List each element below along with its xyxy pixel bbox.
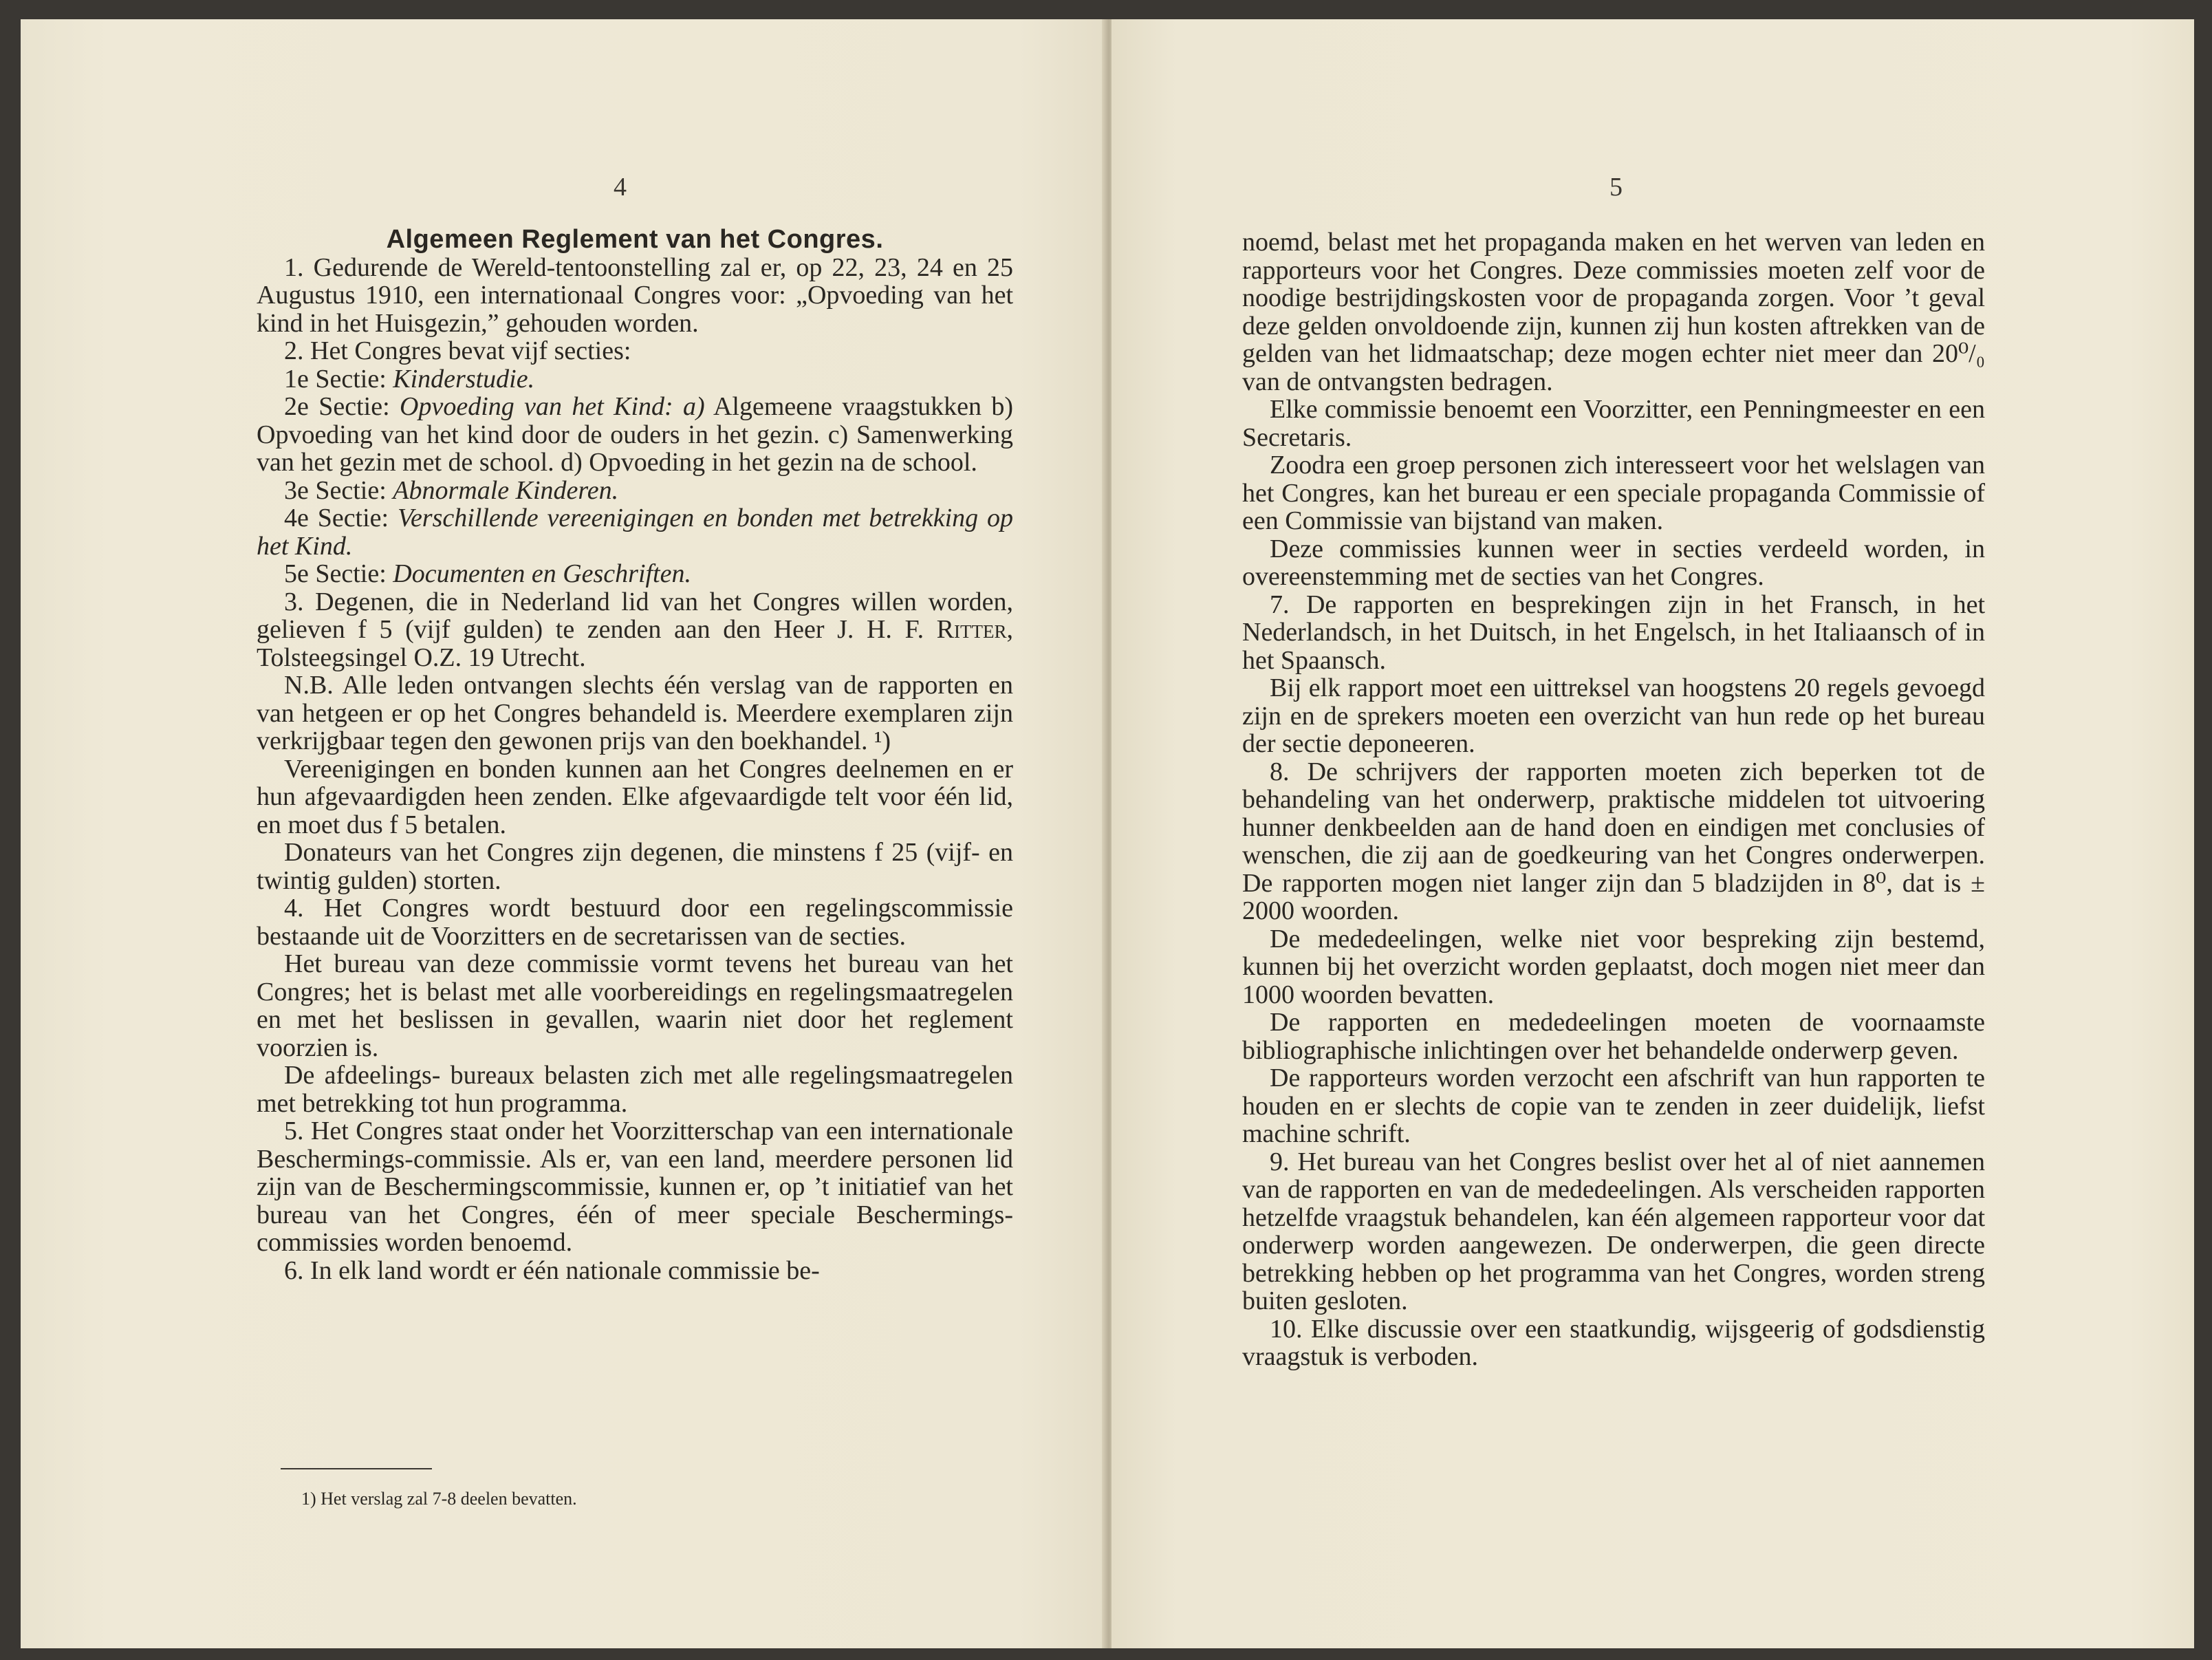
paragraph: 2. Het Congres bevat vijf secties:: [284, 336, 631, 365]
paragraph: 9. Het bureau van het Congres beslist over het al of niet aannemen van de rapporten en van de mededeelingen. Als verscheiden rapporten hetzelfde vraagstuk behandelen, kan één algemeen rapporteur voor dat onderwerp worden aangewezen. De onderwerpen, die geen directe betrekking hebben op het programma van het Congres, worden streng buiten gesloten.: [1242, 1147, 1985, 1315]
section-item: 1e Sectie: Kinderstudie.: [284, 364, 535, 394]
page-number-right: 5: [1609, 173, 1623, 202]
page-title: Algemeen Reglement van het Congres.: [386, 225, 884, 254]
footnote-rule: [281, 1468, 432, 1469]
paragraph: 10. Elke discussie over een staatkundig, wijsgeerig of godsdienstig vraagstuk is verboden.: [1242, 1314, 1985, 1371]
paragraph: Donateurs van het Congres zijn degenen, die minstens f 25 (vijf- en twintig gulden) storten.: [257, 838, 1013, 895]
paragraph: 5. Het Congres staat onder het Voorzitterschap van een internationale Beschermings-commissie. Als er, van een land, meerdere personen lid zijn van de Beschermingscommissie, kunnen er, op ’t initiatief van het bureau van het Congres, één of meer speciale Beschermings-commissies worden benoemd.: [257, 1117, 1013, 1257]
paragraph: Vereenigingen en bonden kunnen aan het Congres deelnemen en er hun afgevaardigden heen zenden. Elke afgevaardigde telt voor één lid, en moet dus f 5 betalen.: [257, 754, 1013, 839]
paragraph: De rapporten en mededeelingen moeten de voornaamste bibliographische inlichtingen over het behandelde onderwerp geven.: [1242, 1008, 1985, 1065]
section-item: 5e Sectie: Documenten en Geschriften.: [284, 559, 691, 588]
page-number-left: 4: [614, 173, 627, 202]
paragraph: De mededeelingen, welke niet voor bespreking zijn bestemd, kunnen bij het overzicht worden geplaatst, doch mogen niet meer dan 1000 woorden bevatten.: [1242, 924, 1985, 1009]
left-page-body: [257, 226, 1013, 1284]
paragraph: 7. De rapporten en besprekingen zijn in het Fransch, in het Nederlandsch, in het Duitsch, in het Engelsch, in het Italiaansch of in het Spaansch.: [1242, 590, 1985, 675]
paragraph: noemd, belast met het propaganda maken en het werven van leden en rapporteurs voor het Congres. Deze commissies moeten zelf voor de noodige bestrijdingskosten voor de propaganda zorgen. Voor ’t geval deze gelden onvoldoende zijn, kunnen zij hun kosten aftrekken van de gelden van het lidmaatschap; deze mogen echter niet meer dan 20⁰/₀ van de ontvangsten bedragen.: [1242, 228, 1985, 396]
paragraph: 3. Degenen, die in Nederland lid van het Congres willen worden, gelieven f 5 (vijf gulden) te zenden aan den Heer J. H. F. Ritter, Tolsteegsingel O.Z. 19 Utrecht.: [257, 587, 1013, 672]
paragraph: N.B. Alle leden ontvangen slechts één verslag van de rapporten en van hetgeen er op het Congres behandeld is. Meerdere exemplaren zijn verkrijgbaar tegen den gewonen prijs van den boekhandel. ¹): [257, 671, 1013, 755]
paragraph: 8. De schrijvers der rapporten moeten zich beperken tot de behandeling van het onderwerp, praktische middelen tot uitvoering hunner denkbeelden aan de hand doen en eindigen met conclusies of wenschen, die zij aan de goedkeuring van het Congres onderwerpen. De rapporten mogen niet langer zijn dan 5 bladzijden in 8⁰, dat is ± 2000 woorden.: [1242, 757, 1985, 925]
book-spread: [21, 19, 2194, 1648]
right-page-body: [1242, 228, 1985, 1371]
paragraph: Elke commissie benoemt een Voorzitter, een Penningmeester en een Secretaris.: [1242, 395, 1985, 452]
left-page: [21, 19, 1106, 1648]
section-item: 3e Sectie: Abnormale Kinderen.: [284, 475, 619, 505]
section-item: 4e Sectie: Verschillende vereenigingen en bonden met betrekking op het Kind.: [257, 504, 1013, 561]
footnote: 1) Het verslag zal 7-8 deelen bevatten.: [301, 1489, 577, 1509]
paragraph: Het bureau van deze commissie vormt tevens het bureau van het Congres; het is belast met alle voorbereidings en regelingsmaatregelen en met het beslissen in gevallen, waarin niet door het reglement voorzien is.: [257, 949, 1013, 1062]
paragraph: 4. Het Congres wordt bestuurd door een regelingscommissie bestaande uit de Voorzitters en de secretarissen van de secties.: [257, 894, 1013, 951]
paragraph: 1. Gedurende de Wereld-tentoonstelling zal er, op 22, 23, 24 en 25 Augustus 1910, een internationaal Congres voor: „Opvoeding van het kind in het Huisgezin,” gehouden worden.: [257, 252, 1013, 338]
section-item: 2e Sectie: Opvoeding van het Kind: a) Algemeene vraagstukken b) Opvoeding van het kind door de ouders in het gezin. c) Samenwerking van het gezin met de school. d) Opvoeding in het gezin na de school.: [257, 392, 1013, 477]
paragraph: Bij elk rapport moet een uittreksel van hoogstens 20 regels gevoegd zijn en de sprekers moeten een overzicht van hun rede op het bureau der sectie deponeeren.: [1242, 673, 1985, 758]
paragraph: Deze commissies kunnen weer in secties verdeeld worden, in overeenstemming met de secties van het Congres.: [1242, 534, 1985, 591]
paragraph: De afdeelings- bureaux belasten zich met alle regelingsmaatregelen met betrekking tot hun programma.: [257, 1061, 1013, 1118]
paragraph: 6. In elk land wordt er één nationale commissie be-: [284, 1255, 820, 1285]
paragraph: De rapporteurs worden verzocht een afschrift van hun rapporten te houden en er slechts de copie van te zenden in zeer duidelijk, liefst machine schrift.: [1242, 1064, 1985, 1148]
paragraph: Zoodra een groep personen zich interesseert voor het welslagen van het Congres, kan het bureau er een speciale propaganda Commissie of een Commissie van bijstand van maken.: [1242, 451, 1985, 535]
right-page: [1112, 19, 2194, 1648]
